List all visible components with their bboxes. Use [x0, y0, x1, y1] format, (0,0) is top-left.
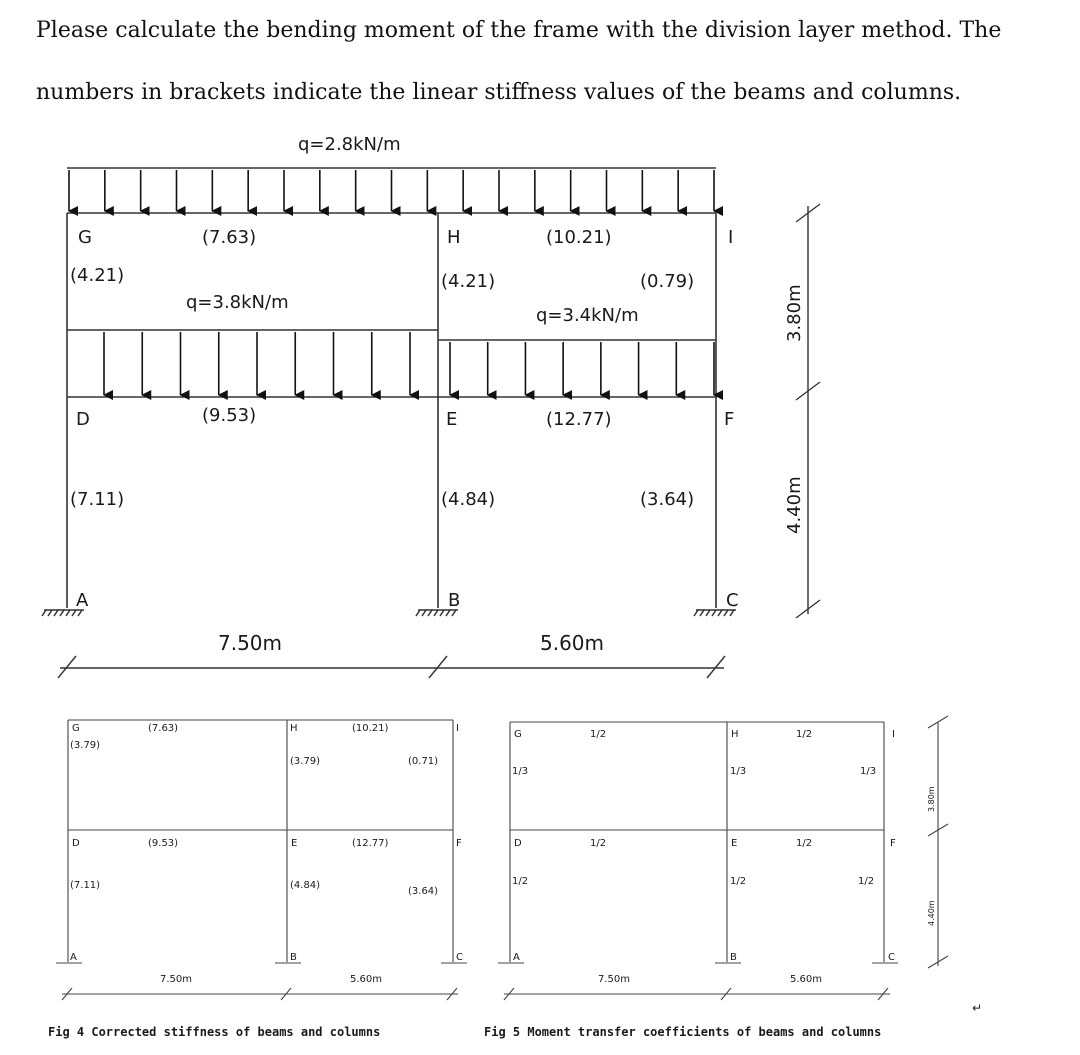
fig5-coeff-FC: 1/2 — [858, 876, 875, 887]
fig4-node-C: C — [456, 952, 463, 963]
fig4-node-A: A — [70, 952, 77, 963]
fig5-node-C: C — [888, 952, 895, 963]
fig4-node-H: H — [290, 723, 298, 734]
stiffness-DA: (7.11) — [70, 489, 125, 510]
fig5-dim-span-left: 7.50m — [598, 974, 631, 985]
stiffness-EF: (12.77) — [546, 409, 612, 430]
fig4-stiffness-DA: (7.11) — [70, 880, 101, 891]
stiffness-DE: (9.53) — [202, 405, 257, 426]
fig5-node-D: D — [514, 838, 522, 849]
fig4-stiffness-EF: (12.77) — [352, 838, 389, 849]
dimensions-main — [58, 204, 820, 678]
fig5-node-A: A — [513, 952, 520, 963]
node-E: E — [446, 409, 458, 430]
return-icon: ↵ — [972, 1001, 983, 1015]
fig4-stiffness-IF: (0.71) — [408, 756, 439, 767]
stiffness-GH: (7.63) — [202, 227, 257, 248]
fig4-node-I: I — [456, 723, 459, 734]
fig5-caption: Fig 5 Moment transfer coefficients of beams and columns — [484, 1025, 882, 1039]
fig4-node-D: D — [72, 838, 80, 849]
fig5-node-H: H — [731, 729, 739, 740]
fig5-coeff-EB: 1/2 — [730, 876, 747, 887]
main-frame — [67, 168, 716, 608]
node-C: C — [726, 590, 739, 611]
load-mid-left-label: q=3.8kN/m — [186, 292, 289, 313]
fig4-stiffness-GD: (3.79) — [70, 740, 101, 751]
fig4-stiffness-HE: (3.79) — [290, 756, 321, 767]
fig5-node-F: F — [890, 838, 896, 849]
fig5-node-I: I — [892, 729, 895, 740]
fig4-stiffness-FC: (3.64) — [408, 886, 439, 897]
fig4-dim-span-right: 5.60m — [350, 974, 383, 985]
fig5-coeff-DE: 1/2 — [590, 838, 607, 849]
question-line-1: Please calculate the bending moment of the frame with the division layer method. The — [36, 18, 1002, 43]
dim-height-top: 3.80m — [784, 284, 805, 342]
fig4-node-E: E — [291, 838, 298, 849]
stiffness-GD: (4.21) — [70, 265, 125, 286]
load-mid-right-label: q=3.4kN/m — [536, 305, 639, 326]
fig5-frame — [498, 716, 948, 1000]
dim-span-right: 5.60m — [540, 631, 605, 655]
fig4-stiffness-GH: (7.63) — [148, 723, 179, 734]
dim-span-left: 7.50m — [218, 631, 283, 655]
stiffness-HI: (10.21) — [546, 227, 612, 248]
supports-main — [42, 610, 736, 616]
stiffness-HE: (4.21) — [441, 271, 496, 292]
fig5-coeff-GD: 1/3 — [512, 766, 529, 777]
dim-height-bottom: 4.40m — [784, 476, 805, 534]
load-arrows — [69, 170, 714, 395]
fig4-node-G: G — [72, 723, 80, 734]
stiffness-EB: (4.84) — [441, 489, 496, 510]
fig5-dim-height-top: 3.80m — [927, 786, 936, 812]
fig4-labels — [70, 723, 463, 985]
question-line-2: numbers in brackets indicate the linear stiffness values of the beams and columns. — [36, 80, 962, 105]
fig5-coeff-IF: 1/3 — [860, 766, 877, 777]
fig5-node-B: B — [730, 952, 737, 963]
load-top-label: q=2.8kN/m — [298, 134, 401, 155]
fig4-frame — [56, 720, 467, 1000]
fig5-coeff-DA: 1/2 — [512, 876, 529, 887]
fig4-caption: Fig 4 Corrected stiffness of beams and columns — [48, 1025, 381, 1039]
fig4-node-F: F — [456, 838, 462, 849]
fig5-labels — [512, 729, 936, 985]
node-A: A — [76, 590, 89, 611]
fig5-coeff-GH: 1/2 — [590, 729, 607, 740]
fig4-stiffness-DE: (9.53) — [148, 838, 179, 849]
fig5-coeff-EF: 1/2 — [796, 838, 813, 849]
node-I: I — [728, 227, 734, 248]
fig4-dim-span-left: 7.50m — [160, 974, 193, 985]
fig5-dim-height-bottom: 4.40m — [927, 900, 936, 926]
fig4-stiffness-EB: (4.84) — [290, 880, 321, 891]
node-G: G — [78, 227, 92, 248]
fig4-stiffness-HI: (10.21) — [352, 723, 389, 734]
stiffness-FC: (3.64) — [640, 489, 695, 510]
stiffness-IF: (0.79) — [640, 271, 695, 292]
node-F: F — [724, 409, 735, 430]
fig5-coeff-HI: 1/2 — [796, 729, 813, 740]
node-D: D — [76, 409, 90, 430]
fig4-node-B: B — [290, 952, 297, 963]
fig5-node-G: G — [514, 729, 522, 740]
node-H: H — [447, 227, 461, 248]
fig5-dim-span-right: 5.60m — [790, 974, 823, 985]
node-B: B — [448, 590, 461, 611]
fig5-coeff-HE: 1/3 — [730, 766, 747, 777]
fig5-node-E: E — [731, 838, 738, 849]
